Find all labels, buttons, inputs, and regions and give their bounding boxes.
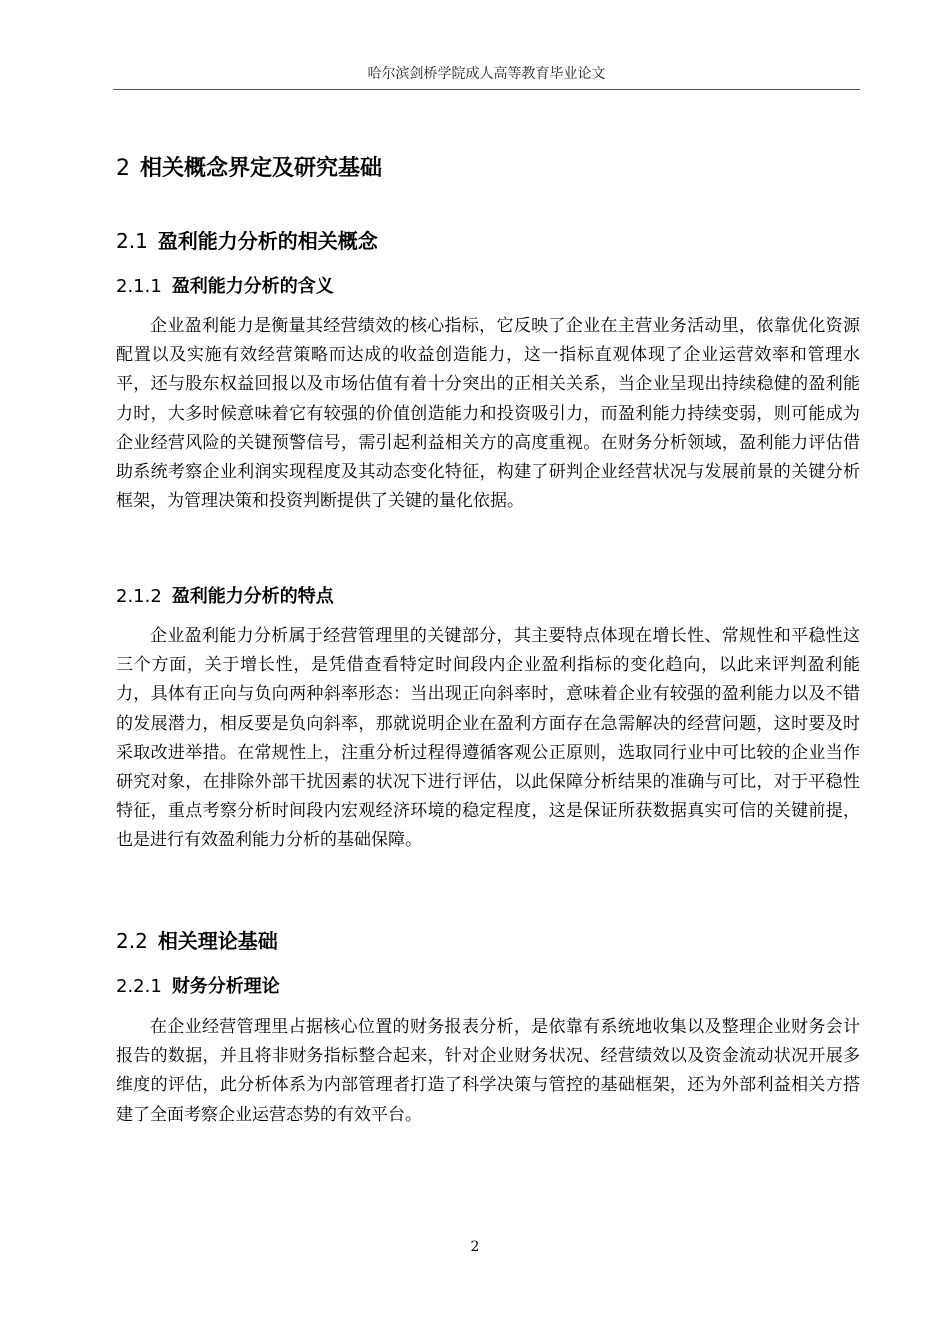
chapter-number: 2 [116, 156, 130, 181]
subsection-heading [116, 972, 280, 998]
chapter-title: 相关概念界定及研究基础 [140, 156, 383, 181]
paragraph: 在企业经营管理里占据核心位置的财务报表分析，是依靠有系统地收集以及整理企业财务会计报告的数据，并且将非财务指标整合起来，针对企业财务状况、经营绩效以及资金流动状况开展多维度的评估，此分析体系为内部管理者打造了科学决策与管控的基础框架，还为外部利益相关方搭建了全面考察企业运营态势的有效平台。 [116, 1017, 860, 1125]
subsection-heading [116, 582, 334, 608]
subsection-number: 2.2.1 [116, 976, 162, 997]
paragraph: 企业盈利能力是衡量其经营绩效的核心指标，它反映了企业在主营业务活动里，依靠优化资源配置以及实施有效经营策略而达成的收益创造能力，这一指标直观体现了企业运营效率和管理水平，还与股东权益回报以及市场估值有着十分突出的正相关关系，当企业呈现出持续稳健的盈利能力时，大多时候意味着它有较强的价值创造能力和投资吸引力，而盈利能力持续变弱，则可能成为企业经营风险的关键预警信号，需引起利益相关方的高度重视。在财务分析领域，盈利能力评估借助系统考察企业利润实现程度及其动态变化特征，构建了研判企业经营状况与发展前景的关键分析框架，为管理决策和投资判断提供了关键的量化依据。 [116, 316, 860, 512]
page-number: 2 [470, 1239, 480, 1255]
section-number: 2.1 [116, 229, 148, 253]
chapter-heading [116, 151, 382, 182]
subsection-number: 2.1.1 [116, 276, 162, 297]
subsection-title: 财务分析理论 [171, 976, 280, 997]
section-title: 相关理论基础 [157, 929, 278, 953]
section-title: 盈利能力分析的相关概念 [157, 229, 378, 253]
running-header: 哈尔滨剑桥学院成人高等教育毕业论文 [367, 66, 606, 82]
subsection-number: 2.1.2 [116, 586, 162, 607]
section-heading [116, 925, 278, 954]
subsection-title: 盈利能力分析的特点 [171, 586, 334, 607]
section-heading [116, 225, 378, 254]
header-divider [113, 89, 860, 90]
paragraph: 企业盈利能力分析属于经营管理里的关键部分，其主要特点体现在增长性、常规性和平稳性这三个方面，关于增长性，是凭借查看特定时间段内企业盈利指标的变化趋向，以此来评判盈利能力，具体有正向与负向两种斜率形态：当出现正向斜率时，意味着企业有较强的盈利能力以及不错的发展潜力，相反要是负向斜率，那就说明企业在盈利方面存在急需解决的经营问题，这时要及时采取改进举措。在常规性上，注重分析过程得遵循客观公正原则，选取同行业中可比较的企业当作研究对象，在排除外部干扰因素的状况下进行评估，以此保障分析结果的准确与可比，对于平稳性特征，重点考察分析时间段内宏观经济环境的稳定程度，这是保证所获数据真实可信的关键前提，也是进行有效盈利能力分析的基础保障。 [116, 626, 860, 851]
subsection-heading [116, 272, 334, 298]
section-number: 2.2 [116, 929, 148, 953]
subsection-title: 盈利能力分析的含义 [171, 276, 334, 297]
